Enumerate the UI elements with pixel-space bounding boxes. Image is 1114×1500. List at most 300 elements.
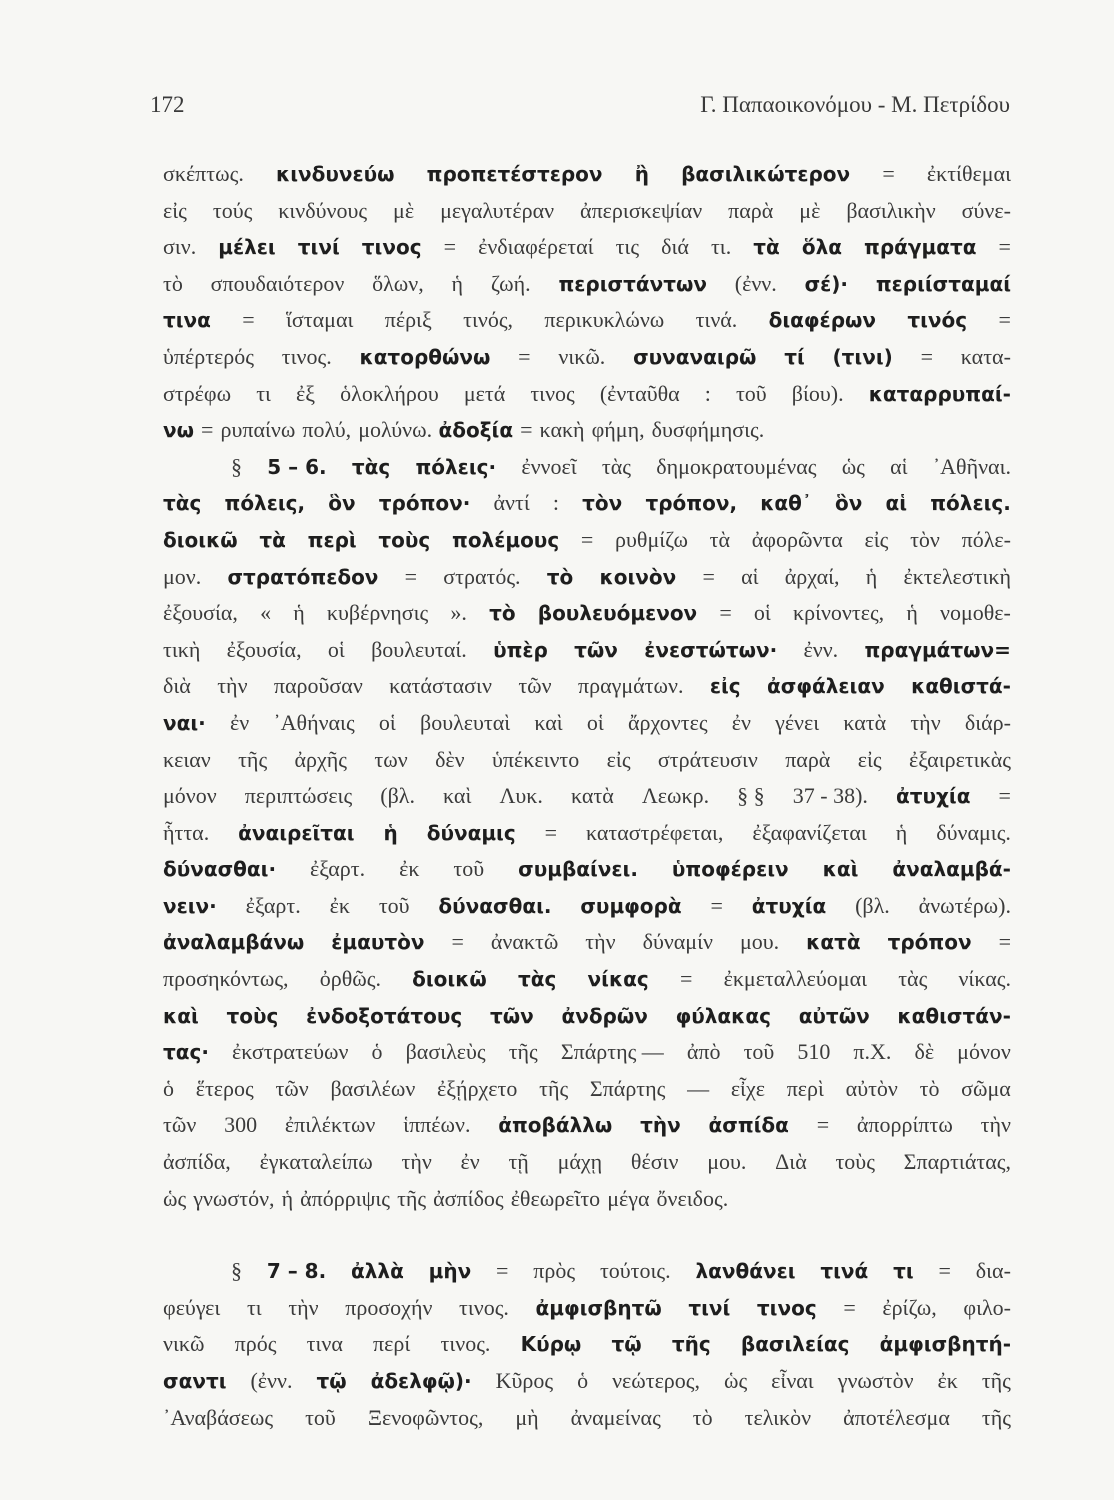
gloss-word: = bbox=[518, 343, 531, 369]
lemma-word: περιστάντων bbox=[558, 271, 707, 296]
gloss-word: βασιλέων bbox=[330, 1075, 416, 1101]
gloss-word: ὁλοκλήρου bbox=[340, 380, 439, 406]
lemma-word: τοὺς bbox=[226, 1003, 279, 1028]
gloss-word: νικῶ. bbox=[558, 343, 606, 369]
gloss-word: τελικὸν bbox=[744, 1404, 812, 1430]
lemma-word: καθιστάν- bbox=[897, 1003, 1011, 1028]
gloss-word: οἱ bbox=[586, 709, 604, 735]
gloss-word: οἱ bbox=[327, 636, 345, 662]
gloss-word: οἱ bbox=[753, 600, 771, 626]
text-line bbox=[163, 778, 1011, 815]
gloss-word: ὑπέκειντο bbox=[492, 746, 580, 772]
gloss-word: δια- bbox=[975, 1258, 1011, 1284]
lemma-word: καταρρυπαί- bbox=[868, 381, 1011, 406]
lemma-word: καθιστά- bbox=[911, 674, 1011, 699]
gloss-word: ὑπέρτερός bbox=[163, 343, 254, 369]
gloss-word: δὲ bbox=[914, 1039, 935, 1065]
gloss-word: § § bbox=[737, 783, 765, 809]
gloss-word: τῶν bbox=[163, 1112, 197, 1138]
lemma-word: τὰ bbox=[259, 527, 286, 552]
text-line bbox=[163, 961, 1011, 998]
lemma-word: τὰς bbox=[518, 967, 557, 992]
gloss-word: (βλ. bbox=[380, 783, 415, 809]
gloss-word: βουλευταί. bbox=[371, 636, 467, 662]
gloss-word: κυβέρνησις bbox=[326, 600, 429, 626]
text-line bbox=[163, 1326, 1011, 1363]
lemma-word: ἀτυχία bbox=[751, 893, 827, 918]
lemma-word: αἱ bbox=[885, 491, 908, 516]
gloss-word: σπουδαιότερον bbox=[210, 270, 345, 296]
gloss-word: τούτοις. bbox=[599, 1258, 671, 1284]
gloss-word: τι bbox=[246, 1294, 262, 1320]
lemma-word: τινος bbox=[361, 235, 422, 260]
text-line bbox=[163, 705, 1011, 742]
running-title: Γ. Παπαοικονόμου - Μ. Πετρίδου bbox=[700, 92, 1010, 117]
gloss-word: ἀντί bbox=[493, 490, 530, 516]
gloss-word: κειαν bbox=[163, 746, 211, 772]
gloss-word: δὲν bbox=[435, 746, 465, 772]
gloss-word: ἐν bbox=[460, 1149, 480, 1175]
text-line bbox=[163, 1363, 1011, 1400]
gloss-word: π.Χ. bbox=[853, 1039, 892, 1065]
gloss-word: παρὰ bbox=[728, 197, 774, 223]
gloss-word: σύνε- bbox=[961, 197, 1011, 223]
gloss-word: αἱ bbox=[741, 563, 759, 589]
text-line bbox=[163, 668, 1011, 705]
gloss-word: ἀσπίδος bbox=[433, 1185, 504, 1211]
gloss-word: ἀπορρίπτω bbox=[856, 1112, 953, 1138]
lemma-word: ὃν bbox=[328, 491, 356, 516]
gloss-word: τὴν bbox=[288, 1294, 319, 1320]
lemma-word: σαντι bbox=[163, 1369, 227, 1393]
gloss-word: ἐξαιρετικὰς bbox=[908, 746, 1011, 772]
lemma-word: προπετέστερον bbox=[426, 162, 603, 186]
lemma-word: τινα bbox=[163, 308, 211, 333]
lemma-word: ἀναλαμβάνω bbox=[163, 930, 305, 955]
lemma-word: ἀδελφῷ)· bbox=[370, 1369, 472, 1393]
lemma-word: καὶ bbox=[163, 1003, 199, 1028]
lemma-word: 7 – 8. bbox=[266, 1259, 327, 1284]
gloss-word: = bbox=[580, 526, 594, 552]
lemma-word: ναι· bbox=[163, 710, 206, 735]
gloss-word: νομοθε- bbox=[940, 600, 1011, 626]
paragraph-gap bbox=[163, 1217, 1011, 1253]
text-line bbox=[163, 888, 1011, 925]
text-line bbox=[163, 193, 1011, 230]
lemma-word: βασιλικώτερον bbox=[681, 162, 851, 186]
text-line bbox=[163, 1400, 1011, 1437]
lemma-word: τρόπον bbox=[887, 930, 972, 955]
gloss-word: τοῦ bbox=[305, 1404, 336, 1430]
gloss-word: = bbox=[451, 929, 464, 955]
gloss-word: τινα bbox=[306, 1331, 343, 1357]
gloss-word: εἶναι bbox=[771, 1368, 814, 1393]
lemma-word: νίκας bbox=[587, 967, 649, 992]
gloss-word: τὴν bbox=[217, 673, 248, 699]
gloss-word: ἐννοεῖ bbox=[521, 453, 577, 479]
gloss-word: ἐξαφανίζεται bbox=[752, 819, 867, 845]
gloss-word: ἡ bbox=[281, 1185, 294, 1211]
gloss-word: δυσφήμησις. bbox=[651, 417, 765, 443]
gloss-word: ὡς bbox=[163, 1185, 187, 1211]
gloss-word: τὴν bbox=[585, 929, 616, 955]
gloss-word: τὸ bbox=[163, 270, 183, 296]
text-line bbox=[163, 851, 1011, 888]
gloss-word: Λυκ. bbox=[499, 783, 543, 809]
lemma-word: μὴν bbox=[428, 1259, 472, 1284]
gloss-word: — bbox=[687, 1075, 710, 1101]
gloss-word: βίου). bbox=[791, 380, 844, 406]
gloss-word: τῶν bbox=[275, 1075, 309, 1101]
gloss-word: παροῦσαν bbox=[273, 673, 363, 699]
gloss-word: εἶχε bbox=[730, 1075, 765, 1101]
gloss-word: πέριξ bbox=[384, 307, 432, 333]
lemma-word: τινί bbox=[297, 235, 340, 260]
gloss-word: μὲ bbox=[799, 197, 821, 223]
gloss-word: εἰς bbox=[864, 526, 889, 552]
gloss-word: Σπαρτιάτας, bbox=[903, 1149, 1011, 1175]
gloss-word: = bbox=[443, 234, 457, 260]
gloss-word: ἱππέων. bbox=[403, 1112, 471, 1138]
gloss-word: τὰς bbox=[898, 966, 928, 992]
gloss-word: ρυθμίζω bbox=[615, 526, 688, 552]
text-line bbox=[163, 632, 1011, 669]
gloss-word: « bbox=[260, 600, 272, 626]
lemma-word: κινδυνεύω bbox=[275, 162, 395, 186]
lemma-word: ἢ bbox=[634, 162, 649, 186]
gloss-word: = bbox=[843, 1294, 856, 1320]
gloss-word: τινος. bbox=[281, 343, 332, 369]
gloss-word: ἐξ bbox=[296, 380, 316, 406]
lemma-word: πράγματα bbox=[864, 235, 977, 260]
lemma-word: τας· bbox=[163, 1040, 209, 1065]
gloss-word: ἀποτέλεσμα bbox=[843, 1404, 950, 1430]
gloss-word: ἵσταμαι bbox=[286, 307, 354, 333]
gloss-word: ἐνν. bbox=[803, 636, 839, 662]
gloss-word: διά bbox=[661, 234, 689, 260]
lemma-word: τῆς bbox=[671, 1332, 711, 1357]
lemma-word: δύνασθαι. bbox=[438, 893, 552, 918]
gloss-word: προσηκόντως, bbox=[163, 966, 289, 992]
lemma-word: τρόπον· bbox=[378, 491, 471, 516]
text-line bbox=[163, 1181, 1011, 1218]
text-line bbox=[163, 229, 1011, 266]
lemma-word: εἰς bbox=[709, 674, 741, 699]
gloss-word: αἱ bbox=[890, 453, 908, 479]
lemma-word: σέ)· bbox=[804, 271, 849, 296]
gloss-word: ζωή. bbox=[490, 270, 531, 296]
gloss-word: τῆς bbox=[508, 1039, 538, 1065]
lemma-word: ἐνδοξοτάτους bbox=[306, 1003, 463, 1028]
lemma-word: λανθάνει bbox=[695, 1259, 796, 1284]
gloss-word: (ἐνν. bbox=[250, 1368, 293, 1393]
gloss-word: μολύνω. bbox=[358, 417, 433, 443]
gloss-word: ἡ bbox=[865, 563, 878, 589]
lemma-word: τινός bbox=[907, 308, 968, 333]
text-line bbox=[163, 1034, 1011, 1071]
gloss-word: ᾿Αθῆναι. bbox=[932, 453, 1011, 479]
gloss-word: τοῦ bbox=[735, 380, 767, 406]
lemma-word: πόλεις. bbox=[930, 491, 1011, 516]
gloss-word: = bbox=[719, 600, 732, 626]
lemma-word: πόλεις, bbox=[224, 491, 306, 516]
lemma-word: συμβαίνει. bbox=[518, 857, 638, 882]
gloss-word: ἐκ bbox=[329, 892, 350, 918]
lemma-word: τῶν bbox=[574, 637, 618, 662]
gloss-word: διὰ bbox=[163, 673, 191, 699]
lemma-word: ἀναλαμβά- bbox=[892, 857, 1011, 882]
gloss-word: κατὰ bbox=[843, 709, 887, 735]
gloss-word: ὀρθῶς. bbox=[319, 966, 381, 992]
gloss-word: ἐρίζω, bbox=[882, 1294, 937, 1320]
gloss-word: τῇ bbox=[508, 1149, 529, 1175]
gloss-word: μου. bbox=[739, 929, 780, 955]
gloss-word: ἐν bbox=[731, 709, 751, 735]
gloss-word: § bbox=[231, 453, 242, 479]
gloss-word: (ἐνν. bbox=[734, 270, 777, 296]
gloss-word: ἐκστρατεύων bbox=[232, 1039, 349, 1065]
gloss-word: = bbox=[938, 1258, 951, 1284]
lemma-word: τὸν bbox=[582, 491, 623, 516]
lemma-word: πόλεις· bbox=[415, 454, 497, 479]
lemma-word: περὶ bbox=[307, 527, 357, 552]
gloss-word: ἀνακτῶ bbox=[490, 929, 559, 955]
gloss-word: : bbox=[704, 380, 711, 406]
gloss-word: βασιλεὺς bbox=[405, 1039, 486, 1065]
lemma-word: τῶν bbox=[489, 1003, 534, 1028]
running-head bbox=[150, 92, 1010, 122]
gloss-word: τὴν bbox=[401, 1149, 432, 1175]
gloss-word: ἀφορῶντα bbox=[751, 526, 843, 552]
gloss-word: ἐξαρτ. bbox=[310, 856, 366, 882]
gloss-word: στρέφω bbox=[163, 380, 232, 406]
lemma-word: περιίσταμαί bbox=[875, 271, 1011, 296]
lemma-word: διαφέρων bbox=[768, 308, 877, 333]
gloss-word: ἀπόρριψις bbox=[300, 1185, 391, 1211]
gloss-word: τοῦ bbox=[453, 856, 485, 882]
lemma-word: ἀνδρῶν bbox=[561, 1003, 648, 1028]
gloss-word: καὶ bbox=[443, 783, 472, 809]
gloss-word: τι. bbox=[710, 234, 732, 260]
gloss-word: τὸ bbox=[692, 1404, 713, 1430]
gloss-word: = bbox=[201, 417, 214, 443]
lemma-word: βασιλείας bbox=[740, 1332, 850, 1357]
text-line bbox=[163, 376, 1011, 413]
lemma-word: διοικῶ bbox=[163, 527, 238, 552]
gloss-word: τὴν bbox=[910, 709, 941, 735]
gloss-word: = bbox=[242, 307, 255, 333]
gloss-word: δημοκρατουμένας bbox=[656, 453, 817, 479]
gloss-word: σιν. bbox=[163, 234, 197, 260]
gloss-word: πολύ, bbox=[302, 417, 352, 443]
gloss-word: = bbox=[882, 161, 895, 186]
lemma-word: νειν· bbox=[163, 893, 217, 918]
gloss-word: = bbox=[816, 1112, 830, 1138]
lemma-word: ἡ bbox=[383, 820, 398, 845]
gloss-word: = bbox=[404, 563, 418, 589]
gloss-word: ρυπαίνω bbox=[220, 417, 296, 443]
gloss-word: μόνον bbox=[163, 783, 217, 809]
lemma-word: κοινὸν bbox=[599, 564, 677, 589]
gloss-word: μετά bbox=[463, 380, 506, 406]
gloss-word: = bbox=[920, 343, 933, 369]
gloss-word: τούς bbox=[212, 197, 253, 223]
gloss-word: = bbox=[998, 234, 1011, 260]
lemma-word: ἐμαυτὸν bbox=[331, 930, 425, 955]
lemma-word: ὑποφέρειν bbox=[671, 857, 789, 882]
gloss-word: ἐπιλέκτων bbox=[284, 1112, 376, 1138]
gloss-word: κρίνοντες, bbox=[793, 600, 885, 626]
gloss-word: ὄνειδος. bbox=[656, 1185, 729, 1211]
text-line bbox=[163, 339, 1011, 376]
gloss-word: Σπάρτης — bbox=[560, 1039, 664, 1065]
lemma-word: τί bbox=[784, 344, 805, 369]
gloss-word: τὸν bbox=[910, 526, 940, 552]
gloss-word: μὲ bbox=[393, 197, 415, 223]
gloss-word: τὸ bbox=[919, 1075, 940, 1101]
lemma-word: τοὺς bbox=[378, 527, 431, 552]
gloss-word: φιλο- bbox=[963, 1294, 1011, 1320]
gloss-word: εἰς bbox=[606, 746, 631, 772]
gloss-word: ὅλων, bbox=[372, 270, 424, 296]
gloss-word: οἱ bbox=[378, 709, 396, 735]
gloss-word: ἐκ bbox=[399, 856, 420, 882]
gloss-word: δύναμίν bbox=[642, 929, 713, 955]
lemma-word: ἀτυχία bbox=[895, 784, 971, 809]
gloss-word: Ξενοφῶντος, bbox=[367, 1404, 484, 1430]
lemma-word: τὰς bbox=[351, 454, 391, 479]
gloss-word: ἡ bbox=[451, 270, 464, 296]
gloss-word: Διὰ bbox=[775, 1149, 807, 1175]
lemma-word: ἀσφάλειαν bbox=[767, 674, 885, 699]
lemma-word: ἀλλὰ bbox=[351, 1259, 404, 1284]
lemma-word: ἀμφισβητή- bbox=[879, 1332, 1011, 1357]
gloss-word: γένει bbox=[775, 709, 820, 735]
gloss-word: ἐθεωρεῖτο bbox=[510, 1185, 601, 1211]
text-line bbox=[163, 1290, 1011, 1327]
lemma-word: μέλει bbox=[218, 235, 276, 260]
gloss-word: φήμη, bbox=[591, 417, 645, 443]
gloss-word: 37 - 38). bbox=[792, 783, 868, 809]
lemma-word: φύλακας bbox=[675, 1003, 771, 1028]
lemma-word: τινος bbox=[756, 1295, 817, 1320]
lemma-word: ἀδοξία bbox=[438, 418, 514, 443]
gloss-word: = bbox=[710, 892, 723, 918]
lemma-word: Κύρῳ bbox=[520, 1332, 582, 1357]
gloss-word: 300 bbox=[224, 1112, 258, 1138]
gloss-word: ἀσπίδα, bbox=[163, 1149, 231, 1175]
gloss-word: πρός bbox=[234, 1331, 277, 1357]
lemma-word: καὶ bbox=[822, 857, 859, 882]
gloss-word: τῆς bbox=[539, 1075, 569, 1101]
lemma-word: τὸ bbox=[546, 564, 574, 589]
text-line bbox=[163, 595, 1011, 632]
lemma-word: τρόπον, bbox=[645, 491, 738, 516]
gloss-word: τὴν bbox=[980, 1112, 1011, 1138]
gloss-word: ἡ bbox=[906, 600, 918, 626]
text-line bbox=[163, 1071, 1011, 1108]
gloss-word: περιπτώσεις bbox=[244, 783, 353, 809]
text-line bbox=[163, 522, 1011, 559]
gloss-word: ἐκτελεστικὴ bbox=[903, 563, 1011, 589]
gloss-word: προσοχήν bbox=[345, 1294, 433, 1320]
gloss-word: = bbox=[679, 966, 693, 992]
lemma-word: (τινι) bbox=[832, 344, 893, 369]
gloss-word: = bbox=[998, 307, 1011, 333]
gloss-word: : bbox=[552, 490, 560, 516]
lemma-word: στρατόπεδον bbox=[227, 564, 379, 589]
gloss-word: αὐτὸν bbox=[845, 1075, 898, 1101]
gloss-word: εἰς bbox=[163, 197, 187, 223]
lemma-word: ἀμφισβητῶ bbox=[535, 1295, 662, 1320]
text-line bbox=[163, 1144, 1011, 1181]
gloss-word: τινος. bbox=[440, 1331, 491, 1357]
gloss-word: τοῦ bbox=[378, 892, 410, 918]
gloss-word: ἐξουσία, bbox=[163, 600, 238, 626]
text-line bbox=[163, 449, 1011, 486]
gloss-word: (βλ. bbox=[855, 892, 890, 918]
gloss-word: Λεωκρ. bbox=[641, 783, 710, 809]
gloss-word: εἰς bbox=[857, 746, 882, 772]
commentary-text bbox=[163, 156, 1011, 1436]
gloss-word: στράτευσιν bbox=[657, 746, 758, 772]
gloss-word: μέγα bbox=[607, 1185, 650, 1211]
gloss-word: δύναμις. bbox=[936, 819, 1011, 845]
gloss-word: ἧττα. bbox=[163, 819, 210, 845]
gloss-word: φεύγει bbox=[163, 1294, 221, 1320]
lemma-word: κατορθώνω bbox=[359, 344, 491, 369]
gloss-word: μόνον bbox=[957, 1039, 1011, 1065]
gloss-word: = bbox=[496, 1258, 509, 1284]
lemma-word: νω bbox=[163, 418, 195, 443]
lemma-word: τὰς bbox=[163, 491, 202, 516]
gloss-word: ἀρχαί, bbox=[784, 563, 840, 589]
gloss-word: = bbox=[702, 563, 715, 589]
gloss-word: των bbox=[374, 746, 408, 772]
text-line bbox=[163, 485, 1011, 522]
lemma-word: πραγμάτων= bbox=[864, 637, 1011, 662]
lemma-word: τι bbox=[893, 1259, 914, 1284]
lemma-word: δύνασθαι· bbox=[163, 857, 277, 882]
gloss-word: καὶ bbox=[534, 709, 563, 735]
gloss-word: καταστρέφεται, bbox=[586, 819, 724, 845]
text-line bbox=[163, 412, 1011, 449]
gloss-word: = bbox=[544, 819, 558, 845]
gloss-word: = bbox=[998, 929, 1011, 955]
gloss-word: τινος bbox=[530, 380, 575, 406]
lemma-word: δύναμις bbox=[426, 820, 516, 845]
gloss-word: Σπάρτης bbox=[589, 1075, 666, 1101]
gloss-word: περί bbox=[373, 1331, 411, 1357]
gloss-word: ἐγκαταλείπω bbox=[259, 1149, 373, 1175]
gloss-word: τινά. bbox=[695, 307, 738, 333]
gloss-word: ᾿Αναβάσεως bbox=[163, 1404, 274, 1430]
gloss-word: πρὸς bbox=[533, 1258, 576, 1284]
gloss-word: τοὺς bbox=[835, 1149, 875, 1175]
gloss-word: ἀνωτέρω). bbox=[918, 892, 1011, 918]
gloss-word: κινδύνους bbox=[278, 197, 368, 223]
gloss-word: μου. bbox=[707, 1149, 747, 1175]
gloss-word: κατα- bbox=[960, 343, 1011, 369]
gloss-word: διάρ- bbox=[964, 709, 1011, 735]
lemma-word: ἀναιρεῖται bbox=[238, 820, 355, 845]
gloss-word: κακὴ bbox=[539, 417, 585, 443]
gloss-word: περικυκλώνω bbox=[544, 307, 665, 333]
gloss-word: μον. bbox=[163, 563, 202, 589]
gloss-word: ἐκ bbox=[937, 1368, 958, 1393]
gloss-word: ᾿Αθήναις bbox=[273, 709, 355, 735]
gloss-word: τινος. bbox=[459, 1294, 509, 1320]
